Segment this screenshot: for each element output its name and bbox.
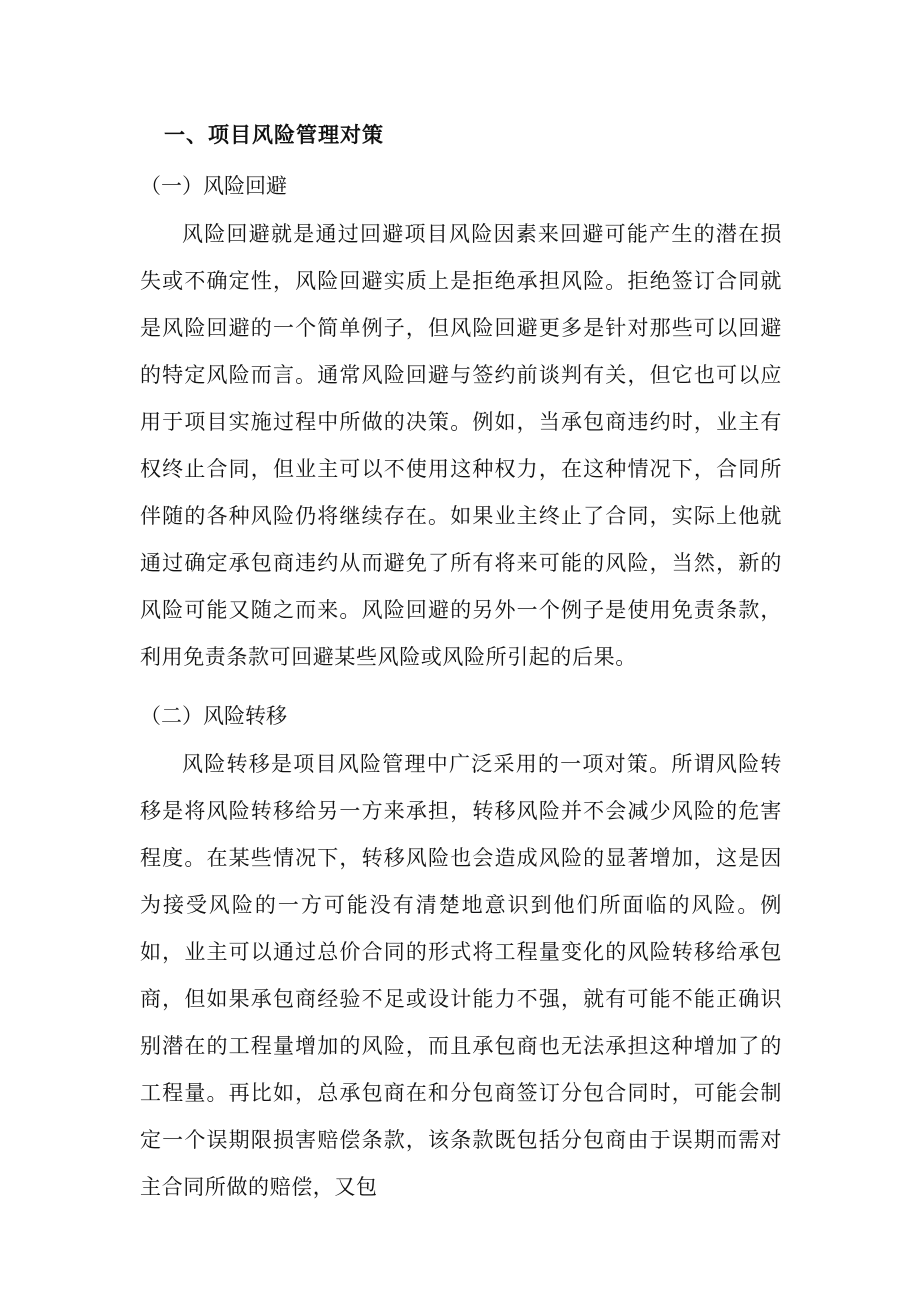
section-heading-risk-avoidance: （一）风险回避: [140, 174, 287, 198]
document-title: 一、项目风险管理对策: [164, 122, 384, 147]
paragraph-risk-transfer: 风险转移是项目风险管理中广泛采用的一项对策。所谓风险转移是将风险转移给另一方来承担，转移风险并不会减少风险的危害程度。在某些情况下，转移风险也会造成风险的显著增加，这是因为接受风险的一方可能没有清楚地意识到他们所面临的风险。例如，业主可以通过总价合同的形式将工程量变化的风险转移给承包商，但如果承包商经验不足或设计能力不强，就有可能不能正确识别潜在的工程量增加的风险，而且承包商也无法承担这种增加了的工程量。再比如，总承包商在和分包商签订分包合同时，可能会制定一个误期限损害赔偿条款，该条款既包括分包商由于误期而需对主合同所做的赔偿，又包: [140, 752, 782, 1199]
paragraph-risk-avoidance: 风险回避就是通过回避项目风险因素来回避可能产生的潜在损失或不确定性，风险回避实质上是拒绝承担风险。拒绝签订合同就是风险回避的一个简单例子，但风险回避更多是针对那些可以回避的特定风险而言。通常风险回避与签约前谈判有关，但它也可以应用于项目实施过程中所做的决策。例如，当承包商违约时，业主有权终止合同，但业主可以不使用这种权力，在这种情况下，合同所伴随的各种风险仍将继续存在。如果业主终止了合同，实际上他就通过确定承包商违约从而避免了所有将来可能的风险，当然，新的风险可能又随之而来。风险回避的另外一个例子是使用免责条款，利用免责条款可回避某些风险或风险所引起的后果。: [140, 222, 782, 669]
section-heading-risk-transfer: （二）风险转移: [140, 704, 287, 728]
